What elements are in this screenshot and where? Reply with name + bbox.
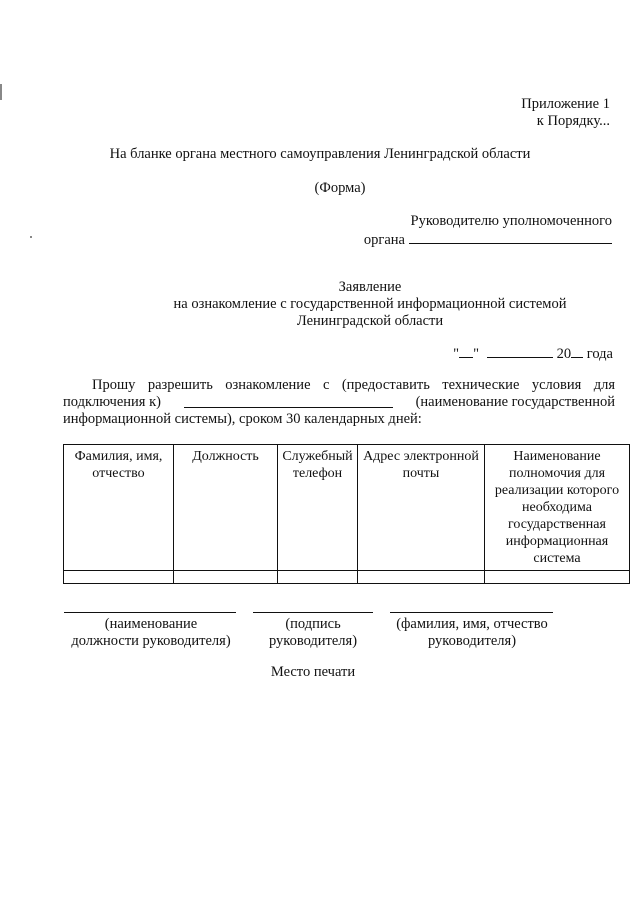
system-name-blank[interactable] xyxy=(184,394,393,408)
scan-margin-mark xyxy=(30,236,32,238)
table-cell[interactable] xyxy=(485,571,630,584)
signature-caption-line-2: руководителя) xyxy=(268,633,358,649)
request-line-3: информационной системы), сроком 30 календарных дней: xyxy=(63,411,422,427)
year-suffix: года xyxy=(586,346,613,362)
appendix-title: Приложение 1 xyxy=(521,96,610,112)
appendix-procedure-ref: к Порядку... xyxy=(536,113,610,129)
letterhead-note: На бланке органа местного самоуправления Ленинградской области xyxy=(109,146,531,162)
signature-caption xyxy=(248,616,378,650)
month-blank[interactable] xyxy=(487,344,553,358)
table-cell[interactable] xyxy=(64,571,174,584)
day-blank[interactable] xyxy=(459,344,473,358)
table-header-row xyxy=(64,445,630,571)
column-header-email: Адрес электронной почты xyxy=(358,445,485,571)
request-line-1: Прошу разрешить ознакомление с (предоставить технические условия для xyxy=(92,377,615,393)
column-header-full-name: Фамилия, имя, отчество xyxy=(64,445,174,571)
document-title xyxy=(0,279,640,330)
position-caption-line-2: должности руководителя) xyxy=(71,633,231,649)
table-row xyxy=(64,571,630,584)
request-line-2 xyxy=(63,394,615,411)
date-close-quote: " xyxy=(473,346,480,362)
name-caption xyxy=(384,616,560,650)
addressee-organ-line xyxy=(292,230,612,249)
year-blank[interactable] xyxy=(571,344,583,358)
name-signature-line[interactable] xyxy=(390,612,553,613)
form-label: (Форма) xyxy=(314,180,366,196)
scan-margin-mark xyxy=(0,84,2,100)
access-request-table xyxy=(63,444,630,584)
year-century: 20 xyxy=(556,346,572,362)
signature-caption-line-1: (подпись xyxy=(285,616,341,632)
signature-line[interactable] xyxy=(253,612,373,613)
seal-place-label: Место печати xyxy=(270,664,356,680)
title-line-3: Ленинградской области xyxy=(296,313,444,329)
name-caption-line-1: (фамилия, имя, отчество xyxy=(396,616,548,632)
table-cell[interactable] xyxy=(174,571,278,584)
request-paragraph xyxy=(63,377,615,428)
date-line xyxy=(453,344,613,363)
request-line-2-prefix: подключения к) xyxy=(63,394,161,410)
position-caption xyxy=(58,616,244,650)
appendix-reference xyxy=(390,96,610,130)
column-header-authority: Наименование полномочия для реализации которого необходима государственная информационная система xyxy=(485,445,630,571)
addressee-block xyxy=(292,213,612,249)
organ-name-blank[interactable] xyxy=(409,230,612,244)
table-cell[interactable] xyxy=(278,571,358,584)
column-header-phone: Служебный телефон xyxy=(278,445,358,571)
title-line-2: на ознакомление с государственной информационной системой xyxy=(173,296,567,312)
date-open-quote: " xyxy=(453,346,460,362)
addressee-line: Руководителю уполномоченного xyxy=(410,213,612,229)
addressee-organ-label: органа xyxy=(363,232,405,248)
column-header-position: Должность xyxy=(174,445,278,571)
request-line-2-suffix: (наименование государственной xyxy=(415,394,615,410)
position-caption-line-1: (наименование xyxy=(104,616,198,632)
position-signature-line[interactable] xyxy=(64,612,236,613)
table-cell[interactable] xyxy=(358,571,485,584)
title-line-1: Заявление xyxy=(338,279,402,295)
name-caption-line-2: руководителя) xyxy=(427,633,517,649)
